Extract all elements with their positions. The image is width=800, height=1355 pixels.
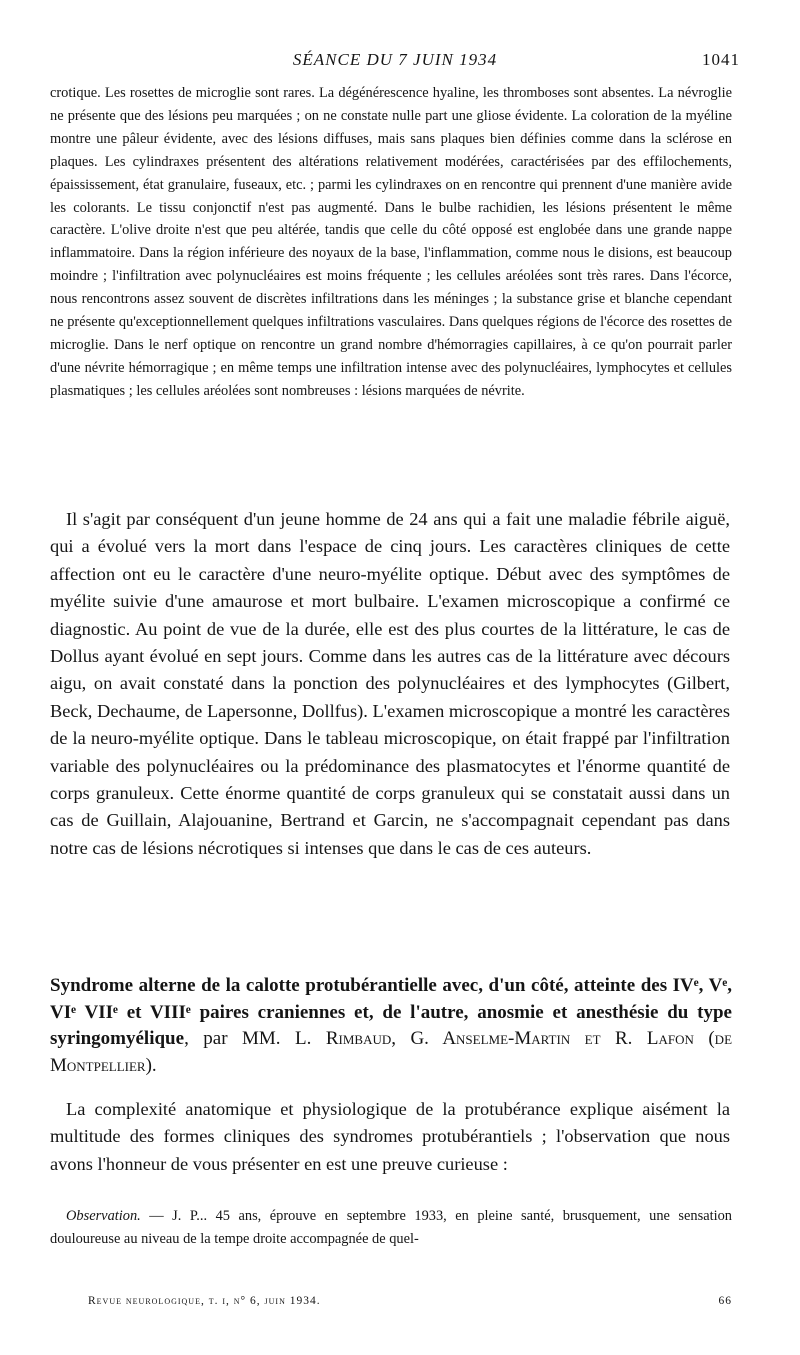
running-head (50, 50, 740, 76)
page-footer (88, 1295, 732, 1315)
small-print-text: crotique. Les rosettes de microglie sont rares. La dégénérescence hyaline, les thromboses sont absentes. La névroglie ne présente que des lésions peu marquées ; on ne constate nulle part une gliose évidente. La coloration de la myéline montre une pâleur évidente, avec des lésions diffuses, mais sans plaques bien définies comme dans la sclérose en plaques. Les cylindraxes présentent des altérations relativement modérées, caractérisées par des effilochements, épaississement, état granulaire, fuseaux, etc. ; parmi les cylindraxes on en rencontre qui prennent d'une manière avide les colorants. Le tissu conjonctif n'est pas augmenté. Dans le bulbe rachidien, les lésions présentent le même caractère. L'olive droite n'est que peu altérée, tandis que celle du côté opposé est englobée dans une grande nappe inflammatoire. Dans la région inférieure des noyaux de la base, l'inflammation, comme nous le disions, est beaucoup moindre ; l'infiltration avec polynucléaires est moins fréquente ; les cellules aréolées sont très rares. Dans l'écorce, nous rencontrons assez souvent de discrètes infiltrations dans les méninges ; la substance grise et blanche cependant ne présente qu'exceptionnellement quelques infiltrations vasculaires. Dans quelques régions de l'écorce des rosettes de microglie. Dans le nerf optique on rencontre un grand nombre d'hémorragies capillaires, à ce qu'on pourrait parler d'une névrite hémorragique ; en même temps une infiltration intense avec des polynucléaires, lymphocytes et cellules plasmatiques ; les cellules aréolées sont nombreuses : lésions marquées de névrite. (50, 85, 732, 399)
article-title-par: , par (184, 1028, 228, 1049)
intro-paragraph: La complexité anatomique et physiologique de la protubérance explique aisément la multitude des formes cliniques des syndromes protubérantiels ; l'observation que nous avons l'honneur de vous présenter en est une preuve curieuse : (50, 1099, 730, 1174)
article-title (50, 973, 732, 1079)
journal-reference: Revue neurologique, t. i, n° 6, juin 1934. (88, 1295, 321, 1307)
signature-mark: 66 (718, 1295, 732, 1307)
observation-paragraph (50, 1205, 732, 1251)
observation-lead: Observation. (66, 1208, 141, 1224)
intro-section (50, 1096, 730, 1178)
discussion-paragraph: Il s'agit par conséquent d'un jeune homme de 24 ans qui a fait une maladie fébrile aiguë, qui a évolué vers la mort dans l'espace de cinq jours. Les caractères cliniques de cette affection ont eu le caractère d'une neuro-myélite optique. Début avec des symptômes de myélite suivie d'une amaurose et mort bulbaire. L'examen microscopique a confirmé ce diagnostic. Au point de vue de la durée, elle est des plus courtes de la littérature, le cas de Dollus ayant évolué en sept jours. Comme dans les autres cas de la littérature avec décours aigu, on avait constaté dans la ponction des polynucléaires et des lymphocytes (Gilbert, Beck, Dechaume, de Lapersonne, Dollfus). L'examen microscopique a montré les caractères de la neuro-myélite optique. Dans le tableau microscopique, on était frappé par l'infiltration variable des polynucléaires ou la prédominance des plasmatocytes et l'énorme quantité de corps granuleux. Cette énorme quantité de corps granuleux qui se constatait aussi dans un cas de Guillain, Alajouanine, Bertrand et Garcin, ne s'accompagnait cependant pas dans notre cas de lésions nécrotiques si intenses que dans le cas de ces auteurs. (50, 509, 730, 858)
page-number: 1041 (702, 50, 740, 69)
small-print-paragraph (50, 82, 732, 403)
article-title-bold: Syndrome alterne de la calotte protubérantielle avec, d'un côté, atteinte des IVᵉ, Vᵉ, VIᵉ VIIᵉ et VIIIᵉ paires craniennes et, de l'autre, anosmie et anesthésie du type syringomyélique (50, 975, 732, 1049)
article-authors: MM. L. Rimbaud, G. Anselme-Martin et R. Lafon (de Montpellier). (50, 1028, 733, 1076)
discussion-section (50, 506, 730, 862)
observation-text: — J. P... 45 ans, éprouve en septembre 1933, en pleine santé, brusquement, une sensation douloureuse au niveau de la tempe droite accompagnée de quel- (50, 1208, 732, 1247)
running-head-title: SÉANCE DU 7 JUIN 1934 (292, 50, 498, 69)
